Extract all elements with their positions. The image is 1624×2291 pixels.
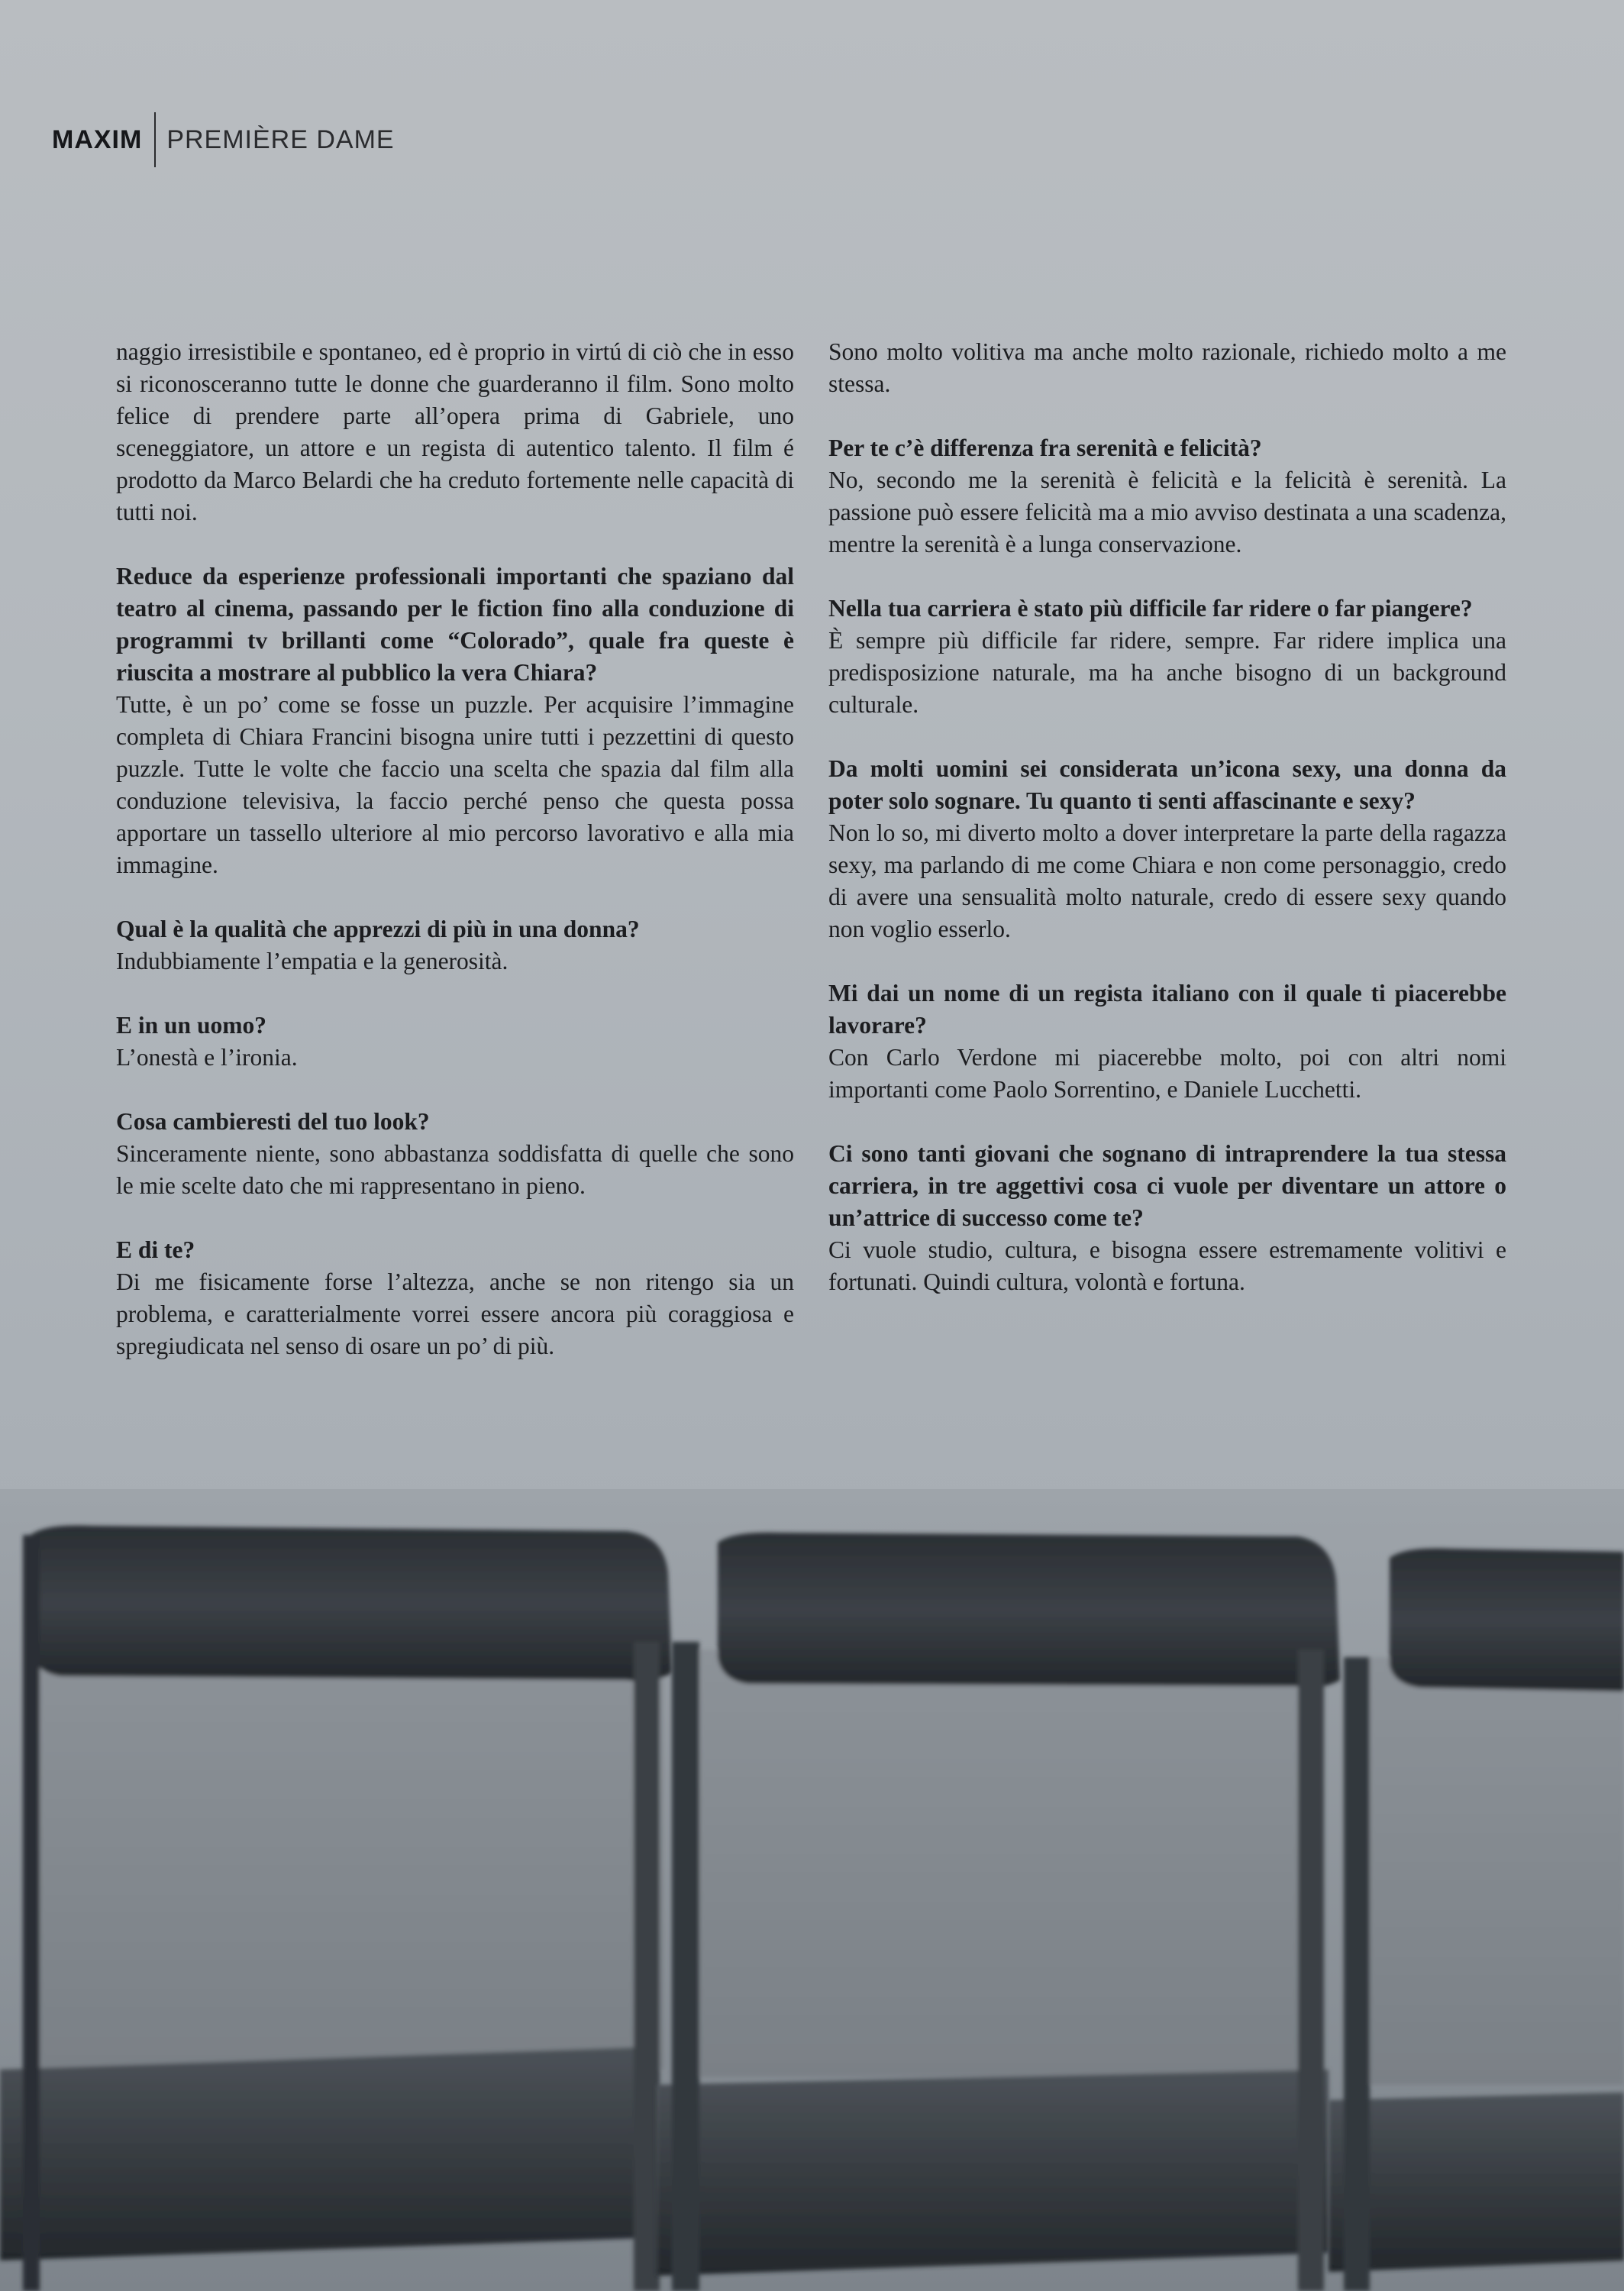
magazine-brand: MAXIM [52,124,143,154]
qa-block [828,753,1506,945]
question: Reduce da esperienze professionali importanti che spaziano dal teatro al cinema, passando per le fiction fino alla conduzione di programmi tv brillanti come “Colorado”, quale fra queste è riuscita a mostrare al pubblico la vera Chiara? [116,563,794,686]
answer: Con Carlo Verdone mi piacerebbe molto, poi con altri nomi importanti come Paolo Sorrentino, e Daniele Lucchetti. [828,1044,1506,1103]
right-column [828,336,1506,1330]
question: Ci sono tanti giovani che sognano di intraprendere la tua stessa carriera, in tre aggettivi cosa ci vuole per diventare un attore o un’attrice di successo come te? [828,1140,1506,1231]
chairs-photo [0,1489,1624,2291]
qa-block [828,1138,1506,1298]
intro-paragraph [828,336,1506,400]
answer: È sempre più difficile far ridere, sempre. Far ridere implica una predisposizione naturale, ma ha anche bisogno di un background culturale. [828,627,1506,718]
question: Da molti uomini sei considerata un’icona sexy, una donna da poter solo sognare. Tu quanto ti senti affascinante e sexy? [828,755,1506,814]
question: Mi dai un nome di un regista italiano con il quale ti piacerebbe lavorare? [828,980,1506,1039]
chair-right [1329,1549,1624,2291]
question: Per te c’è differenza fra serenità e felicità? [828,435,1262,461]
qa-block [116,1106,794,1202]
answer: No, secondo me la serenità è felicità e la felicità è serenità. La passione può essere felicità ma a mio avviso destinata a una scadenza, mentre la serenità è a lunga conservazione. [828,467,1506,557]
qa-block [116,1010,794,1074]
qa-block [116,913,794,977]
intro-paragraph [116,336,794,528]
chair-backrest [31,1526,672,1682]
answer: Di me fisicamente forse l’altezza, anche se non ritengo sia un problema, e caratterialmente vorrei essere ancora più coraggiosa e spregiudicata nel senso di osare un po’ di più. [116,1268,794,1359]
header-divider [154,112,156,167]
question: Cosa cambieresti del tuo look? [116,1108,430,1135]
answer: Sinceramente niente, sono abbastanza soddisfatta di quelle che sono le mie scelte dato che mi rappresentano in pieno. [116,1140,794,1199]
question: E di te? [116,1236,195,1263]
qa-block [828,593,1506,721]
chair-panel [1359,1657,1624,2085]
section-title: PREMIÈRE DAME [166,124,395,154]
chair-frame [23,1535,40,2291]
question: Nella tua carriera è stato più difficile far ridere o far piangere? [828,595,1473,622]
answer: Non lo so, mi diverto molto a dover interpretare la parte della ragazza sexy, ma parlando di me come Chiara e non come personaggio, credo di avere una sensualità molto naturale, credo di essere sexy quando non voglio esserlo. [828,819,1506,942]
chair-backrest [1390,1549,1624,1692]
chair-backrest [718,1533,1340,1687]
question: Qual è la qualità che apprezzi di più in una donna? [116,916,640,942]
chair-panel [672,1650,1321,2077]
chair-left [0,1526,672,2291]
chair-frame [672,1642,699,2291]
chair-panel [31,1642,664,2070]
qa-block [828,977,1506,1106]
chair-seat [1329,2092,1624,2272]
intro-text: naggio irresistibile e spontaneo, ed è proprio in virtú di ciò che in esso si riconosceranno tutte le donne che guarderanno il film. Sono molto felice di prendere parte all’opera prima di Gabriele, uno sceneggiatore, un attore e un regista di autentico talento. Il film é prodotto da Marco Belardi che ha creduto fortemente nelle capacità di tutti noi. [116,338,794,525]
magazine-header [52,113,395,166]
answer: Indubbiamente l’empatia e la generosità. [116,948,509,974]
chair-seat [657,2070,1329,2276]
intro-text: Sono molto volitiva ma anche molto razionale, richiedo molto a me stessa. [828,338,1506,397]
chair-center [657,1533,1340,2291]
qa-block [116,561,794,881]
chair-seat [0,2047,657,2260]
chair-frame [1298,1650,1324,2291]
chair-frame [1344,1657,1370,2291]
left-column [116,336,794,1394]
answer: Tutte, è un po’ come se fosse un puzzle. Per acquisire l’immagine completa di Chiara Francini bisogna unire tutti i pezzettini di questo puzzle. Tutte le volte che faccio una scelta che spazia dal film alla conduzione televisiva, la faccio perché penso che questa possa apportare un tassello ulteriore al mio percorso lavorativo e alla mia immagine. [116,691,794,878]
answer: Ci vuole studio, cultura, e bisogna essere estremamente volitivi e fortunati. Quindi cultura, volontà e fortuna. [828,1236,1506,1295]
qa-block [116,1234,794,1362]
answer: L’onestà e l’ironia. [116,1044,298,1071]
question: E in un uomo? [116,1012,266,1039]
chair-frame [634,1642,660,2291]
qa-block [828,432,1506,561]
